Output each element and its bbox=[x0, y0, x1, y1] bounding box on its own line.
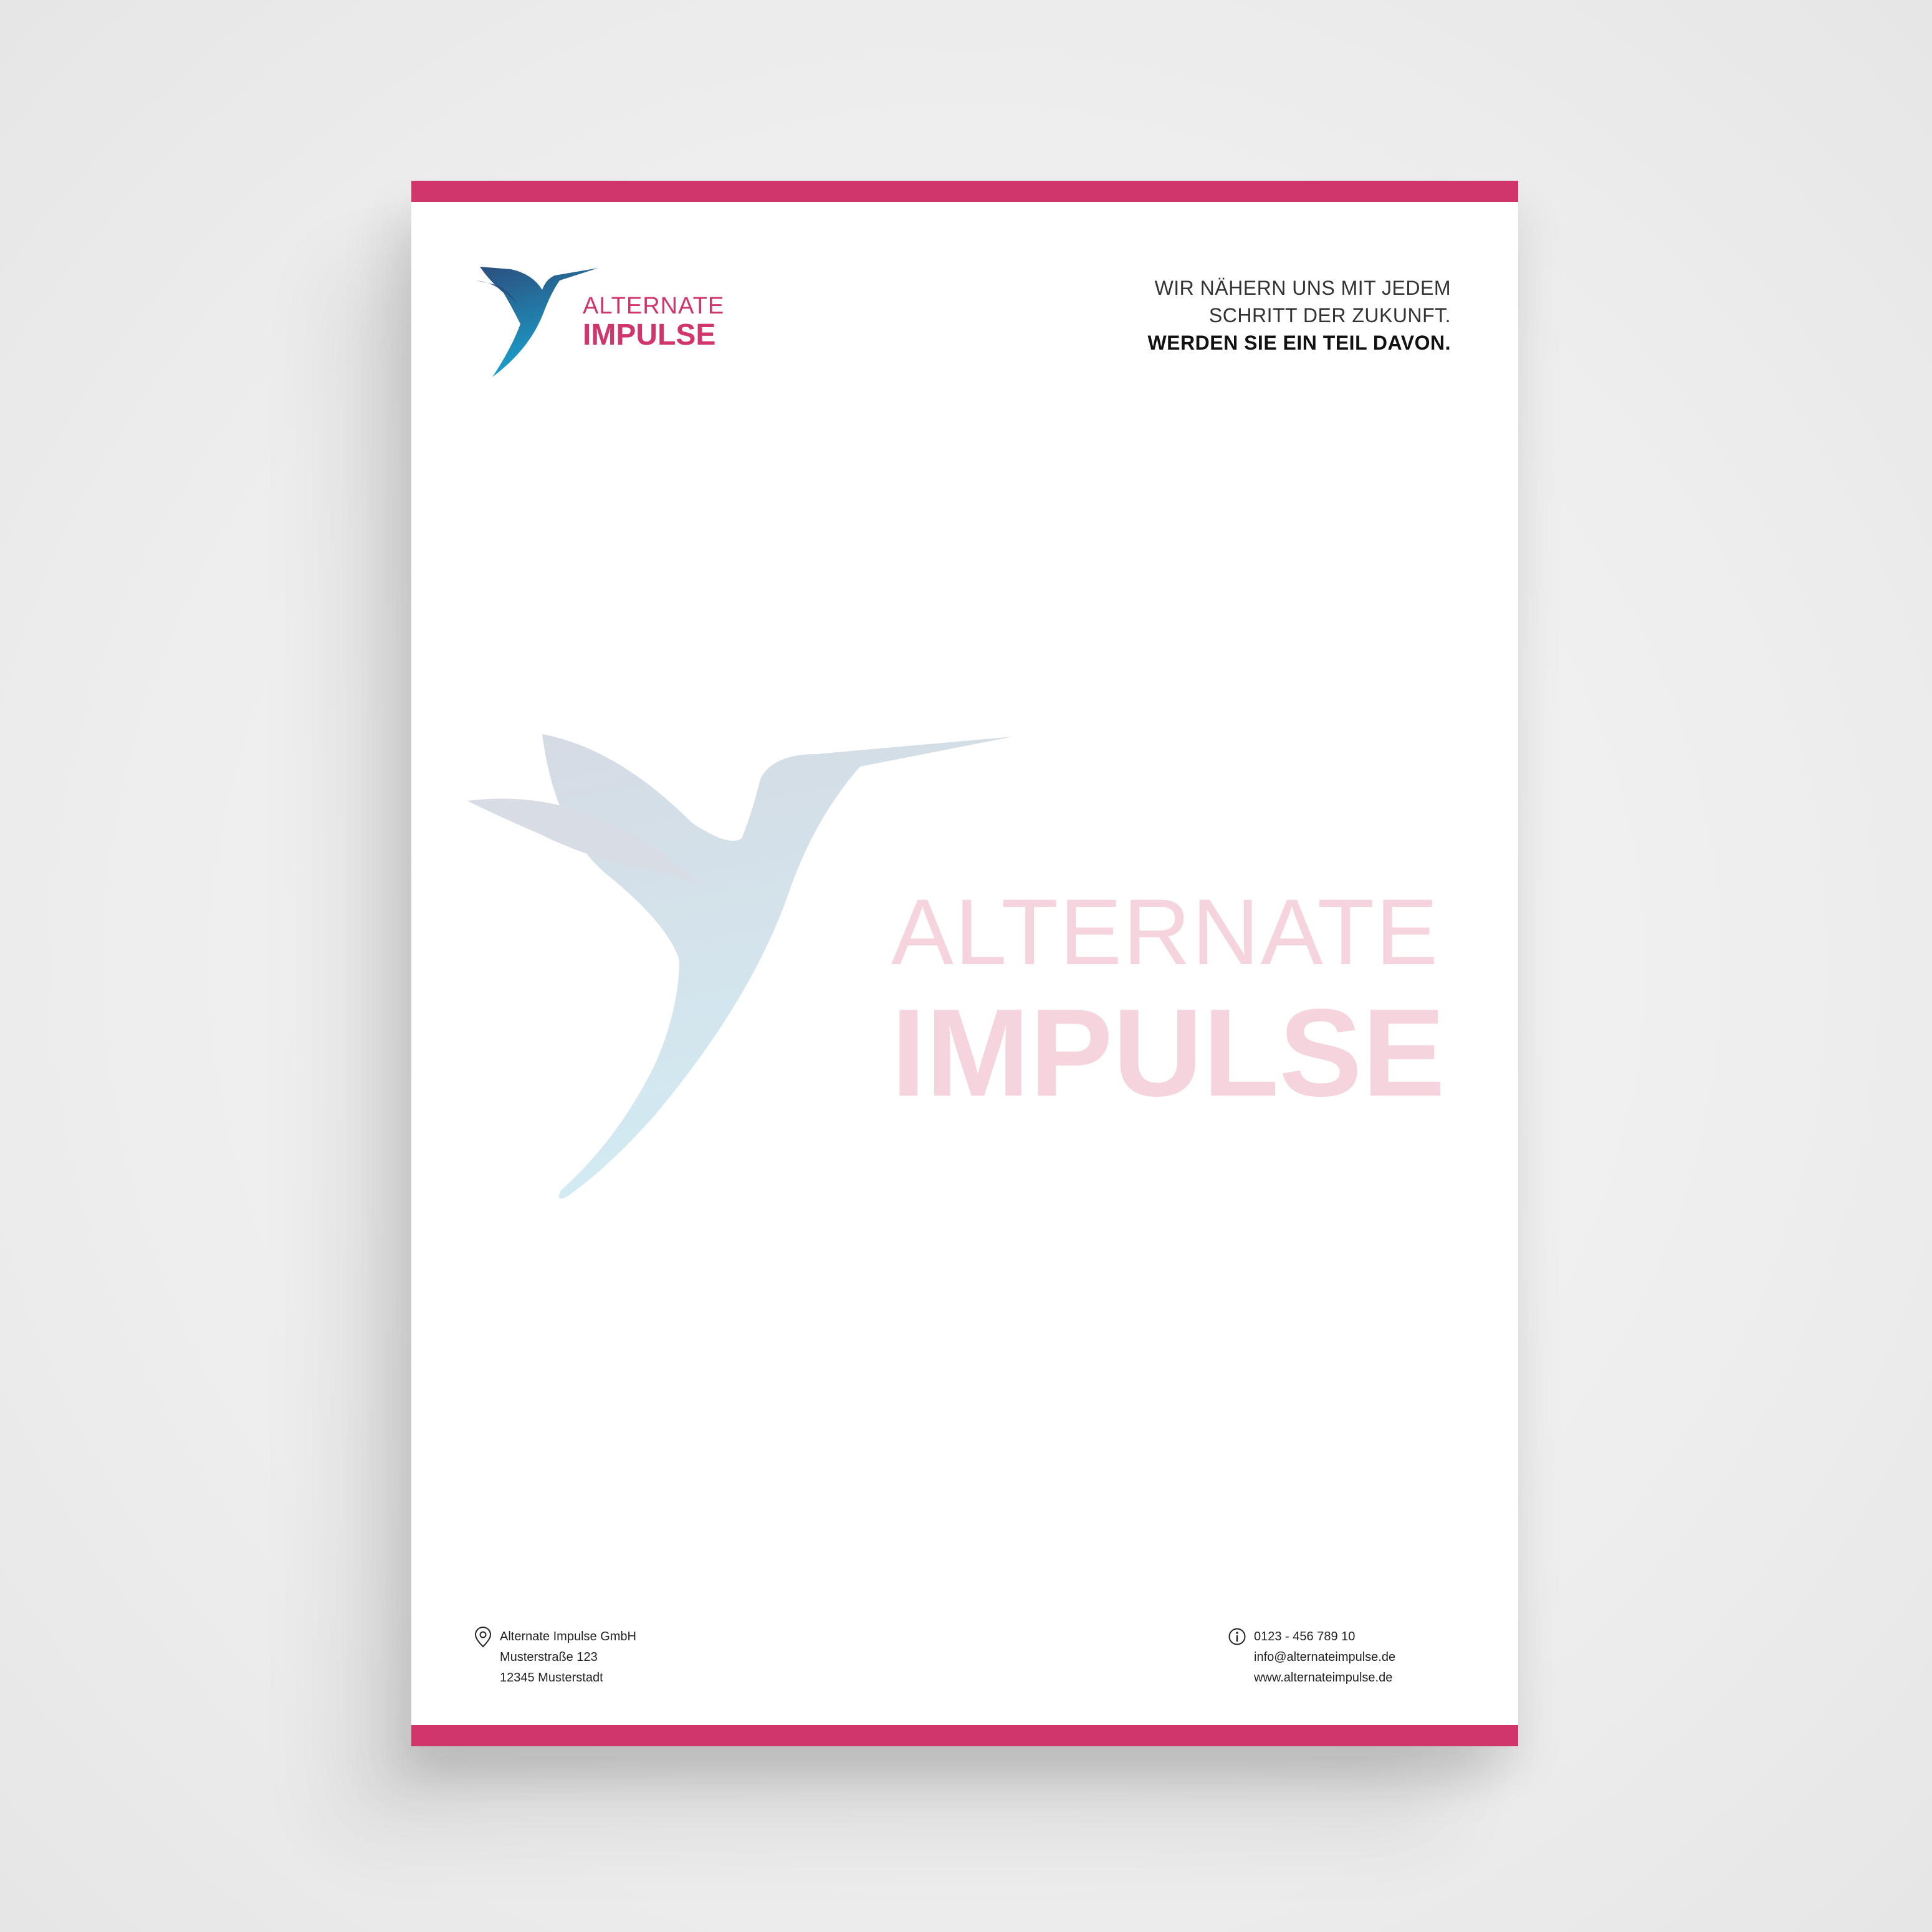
tagline bbox=[1147, 274, 1451, 356]
footer-street: Musterstraße 123 bbox=[500, 1650, 598, 1664]
top-accent-bar bbox=[411, 181, 1518, 202]
footer-website[interactable]: www.alternateimpulse.de bbox=[1254, 1671, 1393, 1685]
watermark-text-impulse: IMPULSE bbox=[891, 983, 1445, 1122]
tagline-line-1: WIR NÄHERN UNS MIT JEDEM bbox=[1154, 277, 1451, 299]
letterhead-page bbox=[411, 181, 1518, 1746]
tagline-line-3: WERDEN SIE EIN TEIL DAVON. bbox=[1147, 332, 1451, 354]
location-pin-icon bbox=[474, 1627, 492, 1688]
header-logo bbox=[474, 256, 735, 380]
tagline-line-2: SCHRITT DER ZUKUNFT. bbox=[1208, 304, 1451, 327]
footer-phone: 0123 - 456 789 10 bbox=[1254, 1630, 1356, 1643]
bottom-accent-bar bbox=[411, 1725, 1518, 1746]
watermark-text-alternate: ALTERNATE bbox=[891, 879, 1440, 984]
footer-contact bbox=[1228, 1627, 1395, 1688]
footer-city: 12345 Musterstadt bbox=[500, 1671, 603, 1685]
footer-email[interactable]: info@alternateimpulse.de bbox=[1254, 1650, 1396, 1664]
footer-company: Alternate Impulse GmbH bbox=[500, 1630, 636, 1643]
logo-text-alternate: ALTERNATE bbox=[583, 293, 725, 319]
info-icon bbox=[1228, 1627, 1246, 1688]
logo-text-impulse: IMPULSE bbox=[583, 318, 716, 351]
footer-address bbox=[474, 1627, 636, 1688]
